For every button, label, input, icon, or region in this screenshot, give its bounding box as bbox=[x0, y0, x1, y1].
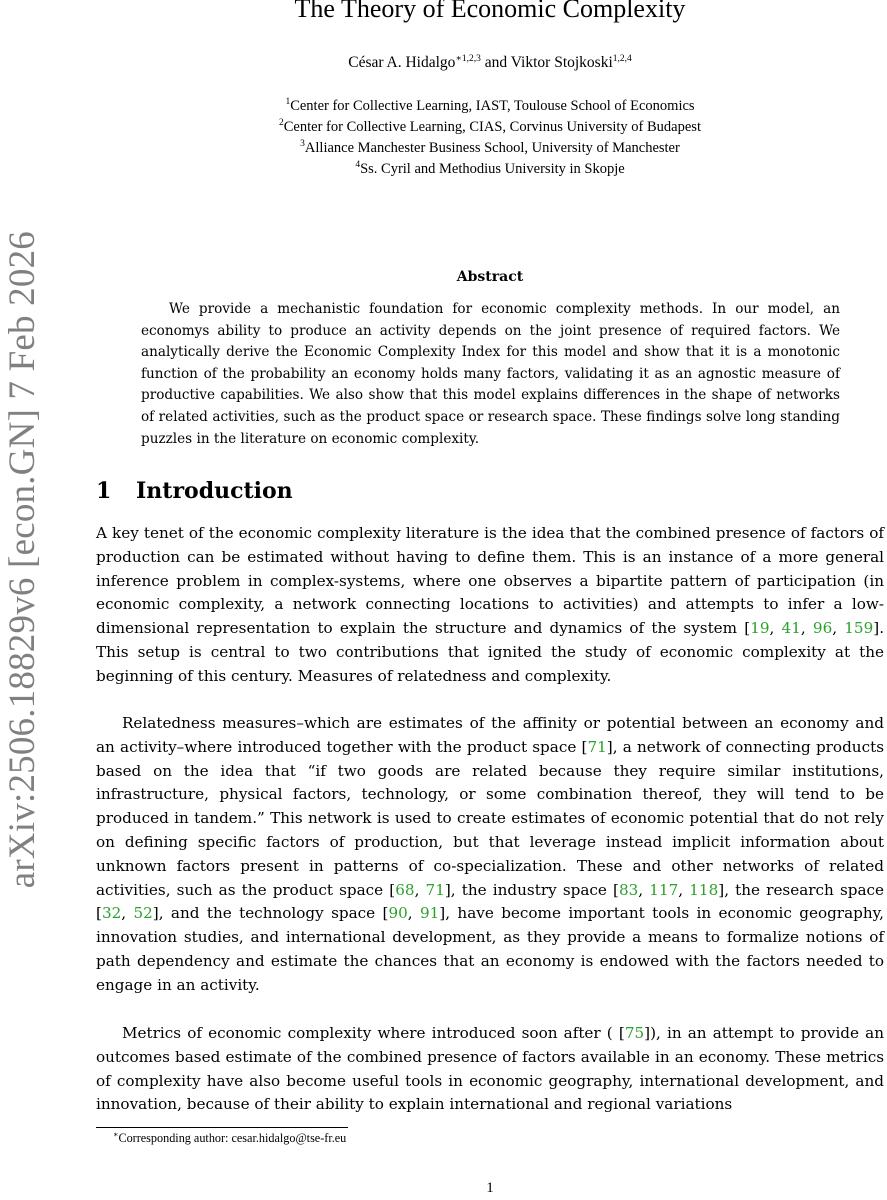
citation-link[interactable]: 96 bbox=[812, 619, 833, 638]
citation-link[interactable]: 83 bbox=[618, 880, 639, 899]
affiliation-number: 3 bbox=[300, 139, 305, 150]
paragraph-text: ], and the technology space [ bbox=[152, 904, 389, 923]
paragraph-text: ], have become important tools in economic geography, innovation studies, and international development, as they provide a means to formalize notions of path dependency and estimate the chances that an economy is endowed with the factors needed to engage in an activity. bbox=[96, 904, 885, 994]
affiliation-number: 1 bbox=[285, 97, 291, 108]
affiliation-line bbox=[96, 159, 884, 180]
paragraph-text: ]. This setup is central to two contributions that ignited the study of economic complexity at the beginning of this century. Measures of relatedness and complexity. bbox=[96, 619, 885, 685]
intro-paragraph-1 bbox=[96, 522, 884, 689]
citation-link[interactable]: 68 bbox=[395, 880, 415, 899]
footnote bbox=[113, 1131, 346, 1146]
paragraph-text: , bbox=[800, 619, 813, 638]
paragraph-text: , bbox=[121, 904, 134, 923]
citation-link[interactable]: 71 bbox=[587, 737, 607, 756]
abstract-heading: Abstract bbox=[456, 269, 524, 285]
citation-link[interactable]: 117 bbox=[649, 880, 679, 899]
section-title: Introduction bbox=[136, 478, 293, 504]
paragraph-text: ], a network of connecting products based on the idea that “if two goods are related because they require similar institutions, infrastructure, physical factors, technology, or some combination thereof, they will tend to be produced in tandem.” This network is used to create estimates of economic potential that do not rely on defining specific factors of production, but that leverage instead implicit information about unknown factors present in patterns of co-specialization. These and other networks of related activities, such as the product space [ bbox=[96, 737, 884, 899]
affiliation-text: Alliance Manchester Business School, University of Manchester bbox=[304, 140, 680, 156]
paragraph-text: , bbox=[678, 880, 690, 899]
section-heading bbox=[96, 478, 293, 504]
abstract-text: We provide a mechanistic foundation for economic complexity methods. In our model, an economys ability to produce an activity depends on the joint presence of required factors. We analytically derive the Economic Complexity Index for this model and show that it is a monotonic function of the probability an economy holds many factors, validating it as an agnostic measure of productive capabilities. We also show that this model explains differences in the shape of networks of related activities, such as the product space or research space. These findings solve long standing puzzles in the literature on economic complexity. bbox=[141, 301, 840, 447]
citation-link[interactable]: 90 bbox=[388, 904, 408, 923]
citation-link[interactable]: 52 bbox=[133, 904, 153, 923]
affiliation-number: 4 bbox=[355, 160, 361, 171]
paragraph-text: A key tenet of the economic complexity literature is the idea that the combined presence of factors of production can be estimated without having to define them. This is an instance of a more general inference problem in complex-systems, where one observes a bipartite pattern of participation (in economic complexity, a network connecting locations to activities) and attempts to infer a low-dimensional representation to explain the structure and dynamics of the system [ bbox=[96, 524, 884, 638]
citation-link[interactable]: 91 bbox=[419, 904, 440, 923]
footnote-text: Corresponding author: cesar.hidalgo@tse-fr.eu bbox=[118, 1131, 347, 1145]
affiliations bbox=[96, 96, 884, 180]
paragraph-text: Relatedness measures–which are estimates of the affinity or potential between an economy and an activity–where introduced together with the product space [ bbox=[96, 714, 884, 756]
paragraph-text: , bbox=[407, 904, 420, 923]
author-name: Viktor Stojkoski bbox=[510, 54, 613, 71]
citation-link[interactable]: 71 bbox=[425, 880, 445, 899]
intro-paragraph-3 bbox=[96, 1022, 884, 1117]
paragraph-text: , bbox=[414, 880, 426, 899]
citation-link[interactable]: 75 bbox=[624, 1024, 645, 1042]
affiliation-line bbox=[96, 96, 884, 117]
citation-link[interactable]: 118 bbox=[689, 880, 719, 899]
author-affil-marks: 1,2,4 bbox=[612, 53, 632, 64]
author-connector: and bbox=[484, 54, 508, 71]
paragraph-text: , bbox=[638, 880, 650, 899]
citation-link[interactable]: 32 bbox=[101, 904, 122, 923]
footnote-rule bbox=[96, 1127, 348, 1128]
author-line bbox=[96, 54, 884, 72]
affiliation-line bbox=[96, 117, 884, 138]
paragraph-text: ]), in an attempt to provide an outcomes based estimate of the combined presence of factors available in an economy. These metrics of complexity have also become useful tools in economic geography, international development, and innovation, because of their ability to explain international and regional variations bbox=[96, 1024, 884, 1114]
citation-link[interactable]: 41 bbox=[781, 619, 801, 638]
page-number: 1 bbox=[486, 1180, 494, 1196]
citation-link[interactable]: 19 bbox=[750, 619, 770, 638]
arxiv-stamp bbox=[0, 231, 44, 889]
paper-title: The Theory of Economic Complexity bbox=[294, 0, 686, 23]
footnote-mark: ∗ bbox=[113, 1129, 119, 1139]
author-affil-marks: ∗1,2,3 bbox=[455, 53, 481, 64]
paragraph-text: ], the research space [ bbox=[96, 880, 885, 923]
paragraph-text: , bbox=[832, 619, 845, 638]
citation-link[interactable]: 159 bbox=[844, 619, 874, 638]
intro-paragraph-2 bbox=[96, 712, 884, 998]
affiliation-text: Center for Collective Learning, IAST, Toulouse School of Economics bbox=[290, 98, 695, 114]
arxiv-stamp-text: arXiv:2506.18829v6 [econ.GN] 7 Feb 2026 bbox=[1, 231, 43, 889]
section-number: 1 bbox=[96, 478, 112, 504]
affiliation-number: 2 bbox=[279, 118, 284, 129]
affiliation-text: Ss. Cyril and Methodius University in Skopje bbox=[360, 161, 625, 177]
author-name: César A. Hidalgo bbox=[348, 54, 456, 71]
affiliation-line bbox=[96, 138, 884, 159]
paragraph-text: , bbox=[769, 619, 782, 638]
paragraph-text: ], the industry space [ bbox=[444, 880, 619, 899]
affiliation-text: Center for Collective Learning, CIAS, Corvinus University of Budapest bbox=[283, 119, 701, 135]
paragraph-text: Metrics of economic complexity where introduced soon after ( [ bbox=[122, 1024, 625, 1042]
